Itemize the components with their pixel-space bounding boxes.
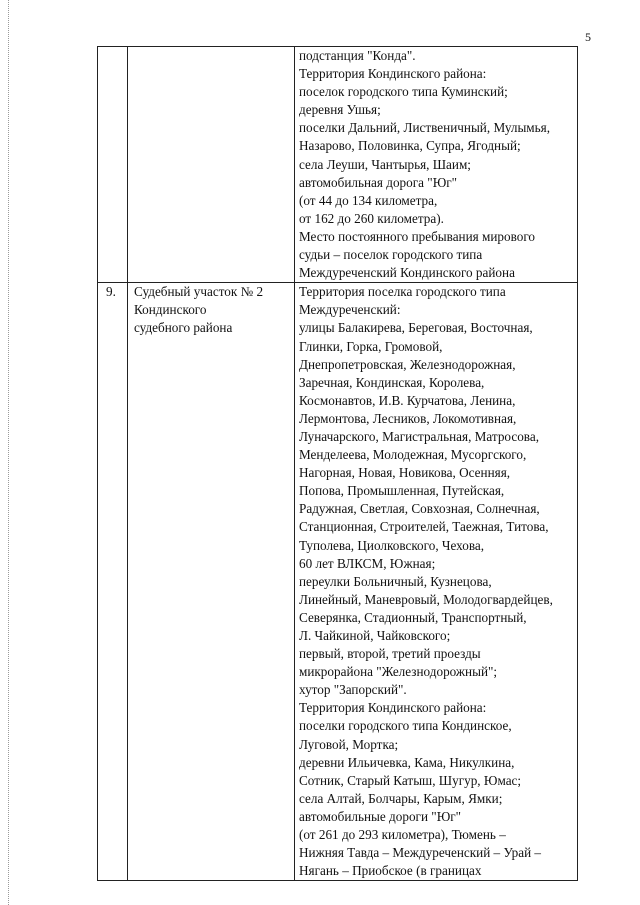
territory-line: хутор "Запорский". bbox=[299, 682, 407, 698]
territory-line: переулки Больничный, Кузнецова, bbox=[299, 573, 492, 589]
territory-line: деревни Ильичевка, Кама, Никулкина, bbox=[299, 754, 515, 770]
territory-line: Космонавтов, И.В. Курчатова, Ленина, bbox=[299, 392, 516, 408]
territory-line: Заречная, Кондинская, Королева, bbox=[299, 374, 485, 390]
territory-line: Нягань – Приобское (в границах bbox=[299, 863, 482, 879]
territory-line: автомобильная дорога "Юг" bbox=[299, 174, 458, 190]
territory-line: подстанция "Конда". bbox=[299, 48, 416, 63]
territory-line: Попова, Промышленная, Путейская, bbox=[299, 483, 505, 499]
binding-edge bbox=[8, 0, 9, 905]
territory-line: поселок городского типа Куминский; bbox=[299, 84, 508, 100]
territory-cell bbox=[295, 47, 578, 283]
territory-line: Нижняя Тавда – Междуреченский – Урай – bbox=[299, 845, 542, 861]
court-name-cell bbox=[128, 283, 295, 881]
territory-line: от 162 до 260 километра). bbox=[299, 210, 444, 226]
territory-line: Территория поселка городского типа bbox=[299, 284, 506, 300]
table-row-district-9 bbox=[98, 283, 578, 881]
territory-line: Линейный, Маневровый, Молодогвардейцев, bbox=[299, 591, 553, 607]
court-districts-table bbox=[97, 46, 578, 881]
territory-line: Лермонтова, Лесников, Локомотивная, bbox=[299, 410, 517, 426]
territory-line: Луначарского, Магистральная, Матросова, bbox=[299, 428, 540, 444]
territory-line: села Леуши, Чантырья, Шаим; bbox=[299, 156, 471, 172]
territory-line: села Алтай, Болчары, Карым, Ямки; bbox=[299, 790, 503, 806]
territory-line: первый, второй, третий проезды bbox=[299, 646, 481, 662]
territory-line: Радужная, Светлая, Совхозная, Солнечная, bbox=[299, 501, 540, 517]
table-body bbox=[98, 47, 578, 881]
court-name-line: Кондинского bbox=[134, 302, 207, 318]
table-row-continuation bbox=[98, 47, 578, 283]
row-number-cell: 9. bbox=[98, 283, 128, 881]
territory-line: Днепропетровская, Железнодорожная, bbox=[299, 356, 516, 372]
territory-line: Глинки, Горка, Громовой, bbox=[299, 338, 443, 354]
territory-line: поселки городского типа Кондинское, bbox=[299, 718, 512, 734]
court-name-line: Судебный участок № 2 bbox=[134, 284, 264, 300]
territory-line: Северянка, Стадионный, Транспортный, bbox=[299, 609, 527, 625]
territory-line: Менделеева, Молодежная, Мусоргского, bbox=[299, 447, 527, 463]
territory-line: автомобильные дороги "Юг" bbox=[299, 808, 462, 824]
court-name-cell bbox=[128, 47, 295, 283]
territory-line: улицы Балакирева, Береговая, Восточная, bbox=[299, 320, 533, 336]
territory-line: Луговой, Мортка; bbox=[299, 736, 399, 752]
page-number: 5 bbox=[585, 30, 591, 44]
territory-line: Станционная, Строителей, Таежная, Титова, bbox=[299, 519, 549, 535]
territory-line: Территория Кондинского района: bbox=[299, 66, 487, 82]
territory-line: Сотник, Старый Катыш, Шугур, Юмас; bbox=[299, 772, 522, 788]
territory-line: Междуреченский: bbox=[299, 302, 401, 318]
territory-line: Территория Кондинского района: bbox=[299, 700, 487, 716]
court-name-line: судебного района bbox=[134, 320, 233, 336]
territory-line: (от 44 до 134 километра, bbox=[299, 192, 438, 208]
territory-line: (от 261 до 293 километра), Тюмень – bbox=[299, 827, 506, 843]
territory-cell bbox=[295, 283, 578, 881]
territory-line: Туполева, Циолковского, Чехова, bbox=[299, 537, 485, 553]
territory-line: 60 лет ВЛКСМ, Южная; bbox=[299, 555, 436, 571]
territory-line: Назарово, Половинка, Супра, Ягодный; bbox=[299, 138, 521, 154]
territory-line: Междуреченский Кондинского района bbox=[299, 265, 515, 281]
territory-line: микрорайона "Железнодорожный"; bbox=[299, 664, 498, 680]
territory-line: деревня Ушья; bbox=[299, 102, 381, 118]
row-number-cell bbox=[98, 47, 128, 283]
territory-line: Место постоянного пребывания мирового bbox=[299, 228, 536, 244]
territory-line: поселки Дальний, Лиственичный, Мулымья, bbox=[299, 120, 551, 136]
territory-line: Л. Чайкиной, Чайковского; bbox=[299, 628, 451, 643]
territory-line: судьи – поселок городского типа bbox=[299, 247, 483, 263]
territory-line: Нагорная, Новая, Новикова, Осенняя, bbox=[299, 465, 511, 481]
